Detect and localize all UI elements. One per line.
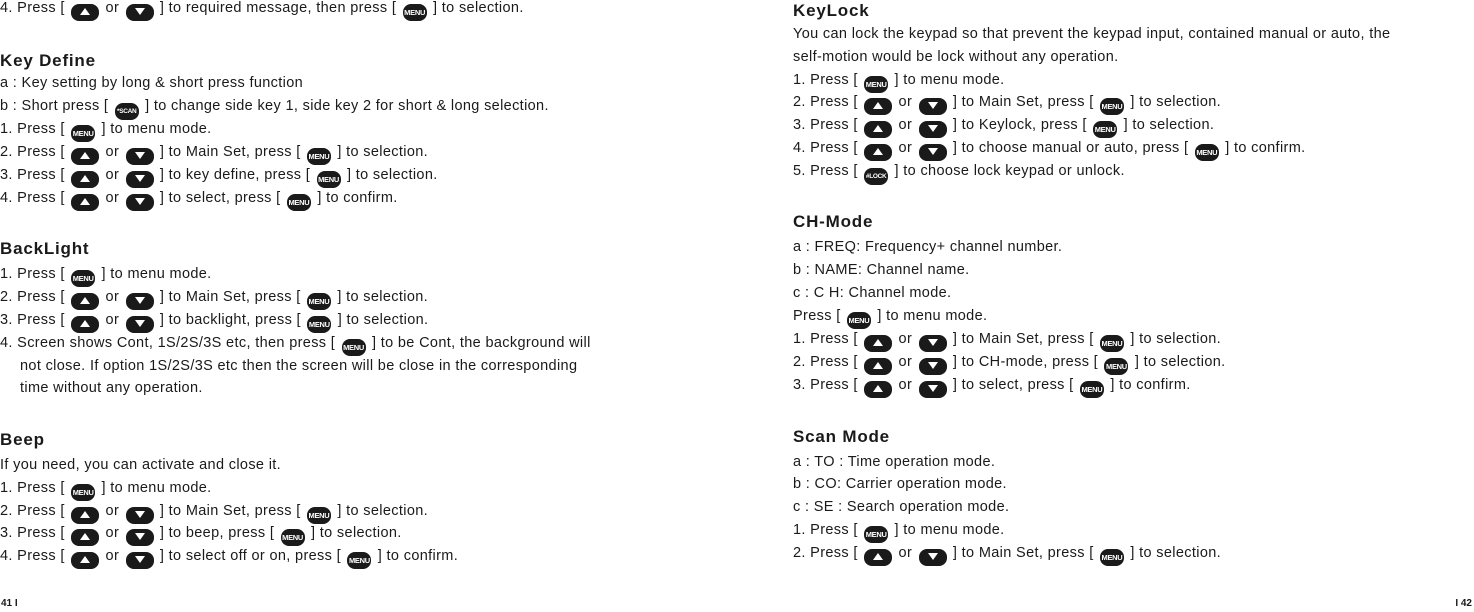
up-arrow-key-icon (71, 171, 99, 188)
down-arrow-key-icon (126, 148, 154, 165)
down-arrow-key-icon (126, 507, 154, 524)
ch-mode-item-b: b : NAME: Channel name. (793, 262, 970, 278)
up-arrow-key-icon (864, 381, 892, 398)
ch-mode-step-2: 2. Press [ or ] to CH-mode, press [ MENU ] to selection. (793, 352, 1226, 375)
ch-mode-press-line: Press [ MENU ] to menu mode. (793, 306, 987, 329)
down-arrow-key-icon (126, 171, 154, 188)
up-arrow-key-icon (71, 293, 99, 310)
beep-step-4: 4. Press [ or ] to select off or on, press [ MENU ] to confirm. (0, 546, 458, 569)
menu-key-icon: MENU (71, 484, 95, 501)
key-define-item-b: b : Short press [ *SCAN ] to change side key 1, side key 2 for short & long selection. (0, 96, 549, 120)
up-arrow-key-icon (864, 335, 892, 352)
menu-key-icon: MENU (847, 312, 871, 329)
up-arrow-key-icon (71, 4, 99, 21)
keylock-intro-line-2: self-motion would be lock without any operation. (793, 49, 1119, 65)
menu-key-icon: MENU (1195, 144, 1219, 161)
up-arrow-key-icon (864, 549, 892, 566)
menu-key-icon: MENU (1104, 358, 1128, 375)
up-arrow-key-icon (864, 358, 892, 375)
step-text: ] to selection. (433, 0, 524, 16)
menu-key-icon: MENU (1100, 549, 1124, 566)
backlight-step-4-cont: not close. If option 1S/2S/3S etc then the screen will be close in the corresponding (20, 358, 578, 374)
backlight-step-2: 2. Press [ or ] to Main Set, press [ MENU ] to selection. (0, 287, 428, 310)
scan-mode-item-a: a : TO : Time operation mode. (793, 454, 996, 470)
down-arrow-key-icon (126, 194, 154, 211)
beep-step-2: 2. Press [ or ] to Main Set, press [ MENU ] to selection. (0, 501, 428, 524)
key-define-item-a: a : Key setting by long & short press function (0, 75, 304, 91)
section-title-beep: Beep (0, 430, 45, 449)
menu-key-icon: MENU (307, 507, 331, 524)
scan-mode-step-2: 2. Press [ or ] to Main Set, press [ MENU ] to selection. (793, 543, 1221, 566)
keylock-step-3: 3. Press [ or ] to Keylock, press [ MENU ] to selection. (793, 115, 1214, 138)
down-arrow-key-icon (126, 316, 154, 333)
down-arrow-key-icon (919, 549, 947, 566)
menu-key-icon: MENU (71, 270, 95, 287)
lock-key-icon: #LOCK (864, 168, 888, 185)
backlight-step-1: 1. Press [ MENU ] to menu mode. (0, 264, 212, 287)
down-arrow-key-icon (919, 335, 947, 352)
menu-key-icon: MENU (864, 76, 888, 93)
key-define-step-2: 2. Press [ or ] to Main Set, press [ MENU ] to selection. (0, 142, 428, 165)
backlight-step-4: 4. Screen shows Cont, 1S/2S/3S etc, then press [ MENU ] to be Cont, the background will (0, 333, 591, 356)
menu-key-icon: MENU (307, 316, 331, 333)
key-define-step-3: 3. Press [ or ] to key define, press [ MENU ] to selection. (0, 165, 438, 188)
up-arrow-key-icon (71, 507, 99, 524)
up-arrow-key-icon (864, 144, 892, 161)
keylock-step-2: 2. Press [ or ] to Main Set, press [ MENU ] to selection. (793, 92, 1221, 115)
page-number-right: I 42 (1455, 598, 1472, 609)
step-text: 4. Press [ (0, 0, 65, 16)
page-number-left: 41 I (1, 598, 18, 609)
down-arrow-key-icon (126, 4, 154, 21)
ch-mode-item-a: a : FREQ: Frequency+ channel number. (793, 239, 1063, 255)
backlight-step-4-cont: time without any operation. (20, 380, 203, 396)
menu-key-icon: MENU (403, 4, 427, 21)
menu-key-icon: MENU (1080, 381, 1104, 398)
or-text: or (105, 0, 120, 16)
scan-mode-item-c: c : SE : Search operation mode. (793, 499, 1010, 515)
down-arrow-key-icon (126, 293, 154, 310)
down-arrow-key-icon (126, 552, 154, 569)
menu-key-icon: MENU (307, 293, 331, 310)
up-arrow-key-icon (71, 529, 99, 546)
menu-key-icon: MENU (1093, 121, 1117, 138)
keylock-step-5: 5. Press [ #LOCK ] to choose lock keypad or unlock. (793, 161, 1125, 185)
step-text: ] to required message, then press [ (159, 0, 397, 16)
key-define-step-1: 1. Press [ MENU ] to menu mode. (0, 119, 212, 142)
section-title-backlight: BackLight (0, 239, 90, 258)
section-title-scan-mode: Scan Mode (793, 427, 890, 446)
menu-key-icon: MENU (864, 526, 888, 543)
down-arrow-key-icon (919, 144, 947, 161)
up-arrow-key-icon (71, 148, 99, 165)
top-step-line (0, 0, 524, 21)
menu-key-icon: MENU (71, 125, 95, 142)
menu-key-icon: MENU (1100, 98, 1124, 115)
keylock-step-1: 1. Press [ MENU ] to menu mode. (793, 70, 1005, 93)
menu-key-icon: MENU (342, 339, 366, 356)
section-title-ch-mode: CH-Mode (793, 212, 874, 231)
section-title-keylock: KeyLock (793, 1, 870, 20)
beep-step-3: 3. Press [ or ] to beep, press [ MENU ] to selection. (0, 523, 402, 546)
down-arrow-key-icon (919, 358, 947, 375)
menu-key-icon: MENU (281, 529, 305, 546)
menu-key-icon: MENU (317, 171, 341, 188)
menu-key-icon: MENU (347, 552, 371, 569)
up-arrow-key-icon (71, 552, 99, 569)
menu-key-icon: MENU (1100, 335, 1124, 352)
ch-mode-step-3: 3. Press [ or ] to select, press [ MENU ] to confirm. (793, 375, 1191, 398)
ch-mode-step-1: 1. Press [ or ] to Main Set, press [ MENU ] to selection. (793, 329, 1221, 352)
scan-mode-item-b: b : CO: Carrier operation mode. (793, 476, 1007, 492)
menu-key-icon: MENU (287, 194, 311, 211)
up-arrow-key-icon (71, 316, 99, 333)
up-arrow-key-icon (864, 98, 892, 115)
beep-step-1: 1. Press [ MENU ] to menu mode. (0, 478, 212, 501)
down-arrow-key-icon (126, 529, 154, 546)
keylock-step-4: 4. Press [ or ] to choose manual or auto, press [ MENU ] to confirm. (793, 138, 1306, 161)
key-define-step-4: 4. Press [ or ] to select, press [ MENU ] to confirm. (0, 188, 398, 211)
up-arrow-key-icon (864, 121, 892, 138)
menu-key-icon: MENU (307, 148, 331, 165)
ch-mode-item-c: c : C H: Channel mode. (793, 285, 952, 301)
section-title-key-define: Key Define (0, 51, 96, 70)
scan-key-icon: *SCAN (115, 103, 139, 120)
beep-intro: If you need, you can activate and close it. (0, 457, 282, 473)
up-arrow-key-icon (71, 194, 99, 211)
backlight-step-3: 3. Press [ or ] to backlight, press [ MENU ] to selection. (0, 310, 428, 333)
down-arrow-key-icon (919, 98, 947, 115)
down-arrow-key-icon (919, 381, 947, 398)
down-arrow-key-icon (919, 121, 947, 138)
keylock-intro-line-1: You can lock the keypad so that prevent the keypad input, contained manual or auto, the (793, 26, 1391, 42)
scan-mode-step-1: 1. Press [ MENU ] to menu mode. (793, 520, 1005, 543)
